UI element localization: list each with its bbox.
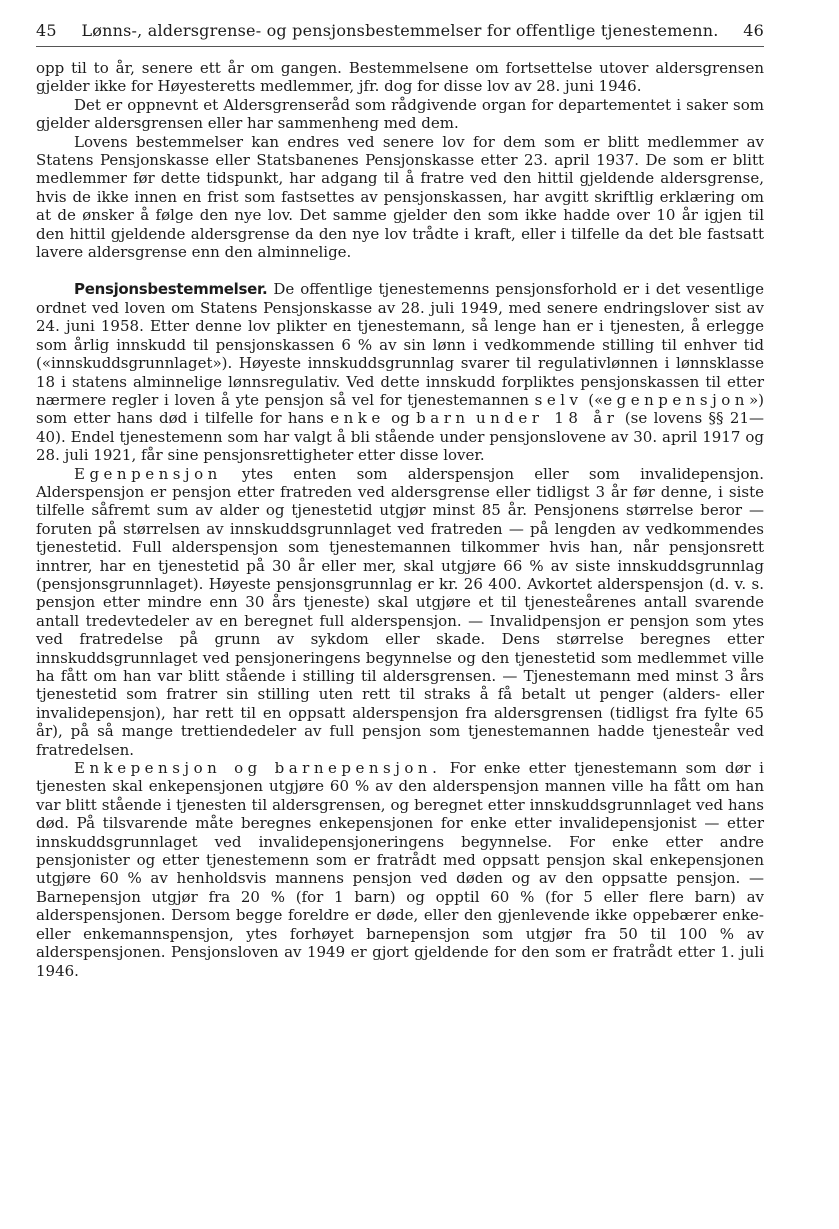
paragraph-lovens-bestemmelser: Lovens bestemmelser kan endres ved senere lov for dem som er blitt medlemmer av Statens Pensjonskasse eller Statsbanenes Pensjonskasse etter 23. april 1937. De som er blitt medlemmer før dette tidspunkt, har adgang til å fratre ved den hittil gjeldende aldersgrense, hvis de ikke innen en frist som fastsettes av pensjonskassen, har avgitt skriftlig erklæring om at de ønsker å følge den nye lov. Det samme gjelder den som ikke hadde over 10 år igjen til den hittil gjeldende aldersgrense da den nye lov trådte i kraft, eller i tilfelle da det ble fastsatt lavere aldersgrense enn den alminnelige. [36, 132, 764, 262]
paragraph-egenpensjon: Egenpensjon ytes enten som alderspensjon eller som invalidepensjon. Alderspensjon er pensjon etter fratreden ved aldersgrense eller tidligst 3 år før denne, i siste tilfelle såfremt sum av alder og tjenestetid utgjør minst 85 år. Pensjonens størrelse beror — foruten på størrelsen av innskuddsgrunnlaget ved fratreden — på lengden av vedkommendes tjenestetid. Full alderspensjon som tjenestemannen tilkommer hvis han, når pensjonsrett inntrer, har en tjenestetid på 30 år eller mer, skal utgjøre 66 % av siste innskuddsgrunnlag (pensjonsgrunnlaget). Høyeste pensjonsgrunnlag er kr. 26 400. Avkortet alderspensjon (d. v. s. pensjon etter mindre enn 30 års tjeneste) skal utgjøre et til tjenesteårenes antall svarende antall tredevtedeler av en beregnet full alderspensjon. — Invalidpensjon er pensjon som ytes ved fratredelse på grunn av sykdom eller skade. Dens størrelse beregnes etter innskuddsgrunnlaget ved pensjoneringens begynnelse og den tjenestetid som medlemmet ville ha fått om han var blitt stående i stilling til aldersgrensen. — Tjenestemann med minst 3 års tjenestetid som fratrer sin stilling uten rett til straks å få betalt ut penger (alders- eller invalidepensjon), har rett til en oppsatt alderspensjon fra aldersgrensen (tidligst fra fylte 65 år), på så mange trettiendedeler av full pensjon som tjenestemannen hadde tjenesteår ved fratredelsen. [36, 464, 764, 759]
running-header [36, 21, 764, 40]
paragraph-pensjonsbestemmelser: Pensjonsbestemmelser. De offentlige tjenestemenns pensjonsforhold er i det vesentlige ordnet ved loven om Statens Pensjonskasse av 28. juli 1949, med senere endringslover sist av 24. juni 1958. Etter denne lov plikter en tjenestemann, så lenge han er i tjenesten, å erlegge som årlig innskudd til pensjonskassen 6 % av sin lønn i vedkommende stilling til enhver tid («innskuddsgrunnlaget»). Høyeste innskuddsgrunnlag svarer til regulativlønnen i lønnsklasse 18 i statens alminnelige lønnsregulativ. Ved dette innskudd forpliktes pensjonskassen til etter nærmere regler i loven å yte pensjon så vel for tjenestemannen selv («egenpensjon») som etter hans død i tilfelle for hans enke og barn under 18 år (se lovens §§ 21—40). Endel tjenestemenn som har valgt å bli stående under pensjonslovene av 30. april 1917 og 28. juli 1921, får sine pensjonsrettigheter etter disse lover. [36, 280, 764, 465]
paragraph-enkepensjon-barnepensjon: Enkepensjon og barnepensjon. For enke etter tjenestemann som dør i tjenesten skal enkepensjonen utgjøre 60 % av den alderspensjon mannen ville ha fått om han var blitt stående i tjenesten til aldersgrensen, og beregnet etter innskuddsgrunnlaget ved hans død. På tilsvarende måte beregnes enkepensjonen for enke etter invalidepensjonist — etter innskuddsgrunnlaget ved invalidepensjoneringens begynnelse. For enke etter andre pensjonister og etter tjenestemenn som er fratrådt med oppsatt pensjon skal enkepensjonen utgjøre 60 % av henholdsvis mannens pensjon ved døden og av den oppsatte pensjon. — Barnepensjon utgjør fra 20 % (for 1 barn) og opptil 60 % (for 5 eller flere barn) av alderspensjonen. Dersom begge foreldre er døde, eller den gjenlevende ikke oppebærer enke- eller enkemannspensjon, ytes forhøyet barnepensjon som utgjør fra 50 til 100 % av alderspensjonen. Pensjonsloven av 1949 er gjort gjeldende for den som er fratrådt etter 1. juli 1946. [36, 759, 764, 980]
page-number-right: 46 [743, 21, 764, 40]
page-number-left: 45 [36, 21, 57, 40]
header-rule [36, 46, 764, 47]
heading-enkepensjon-barnepensjon: Enkepensjon og barnepensjon. [74, 759, 442, 778]
section-heading-pensjonsbestemmelser: Pensjonsbestemmelser. [74, 280, 268, 299]
heading-egenpensjon: Egenpensjon [74, 464, 222, 483]
body-text [36, 59, 764, 980]
paragraph-aldersgrense-continued: opp til to år, senere ett år om gangen. Bestemmelsene om fortsettelse utover aldersgrensen gjelder ikke for Høyesteretts medlemmer, jfr. dog for disse lov av 28. juni 1946. [36, 59, 764, 96]
running-title: Lønns-, aldersgrense- og pensjonsbestemmelser for offentlige tjenestemenn. [81, 21, 719, 40]
paragraph-aldersgrenserad: Det er oppnevnt et Aldersgrenseråd som rådgivende organ for departementet i saker som gjelder aldersgrensen eller har sammenheng med dem. [36, 95, 764, 133]
